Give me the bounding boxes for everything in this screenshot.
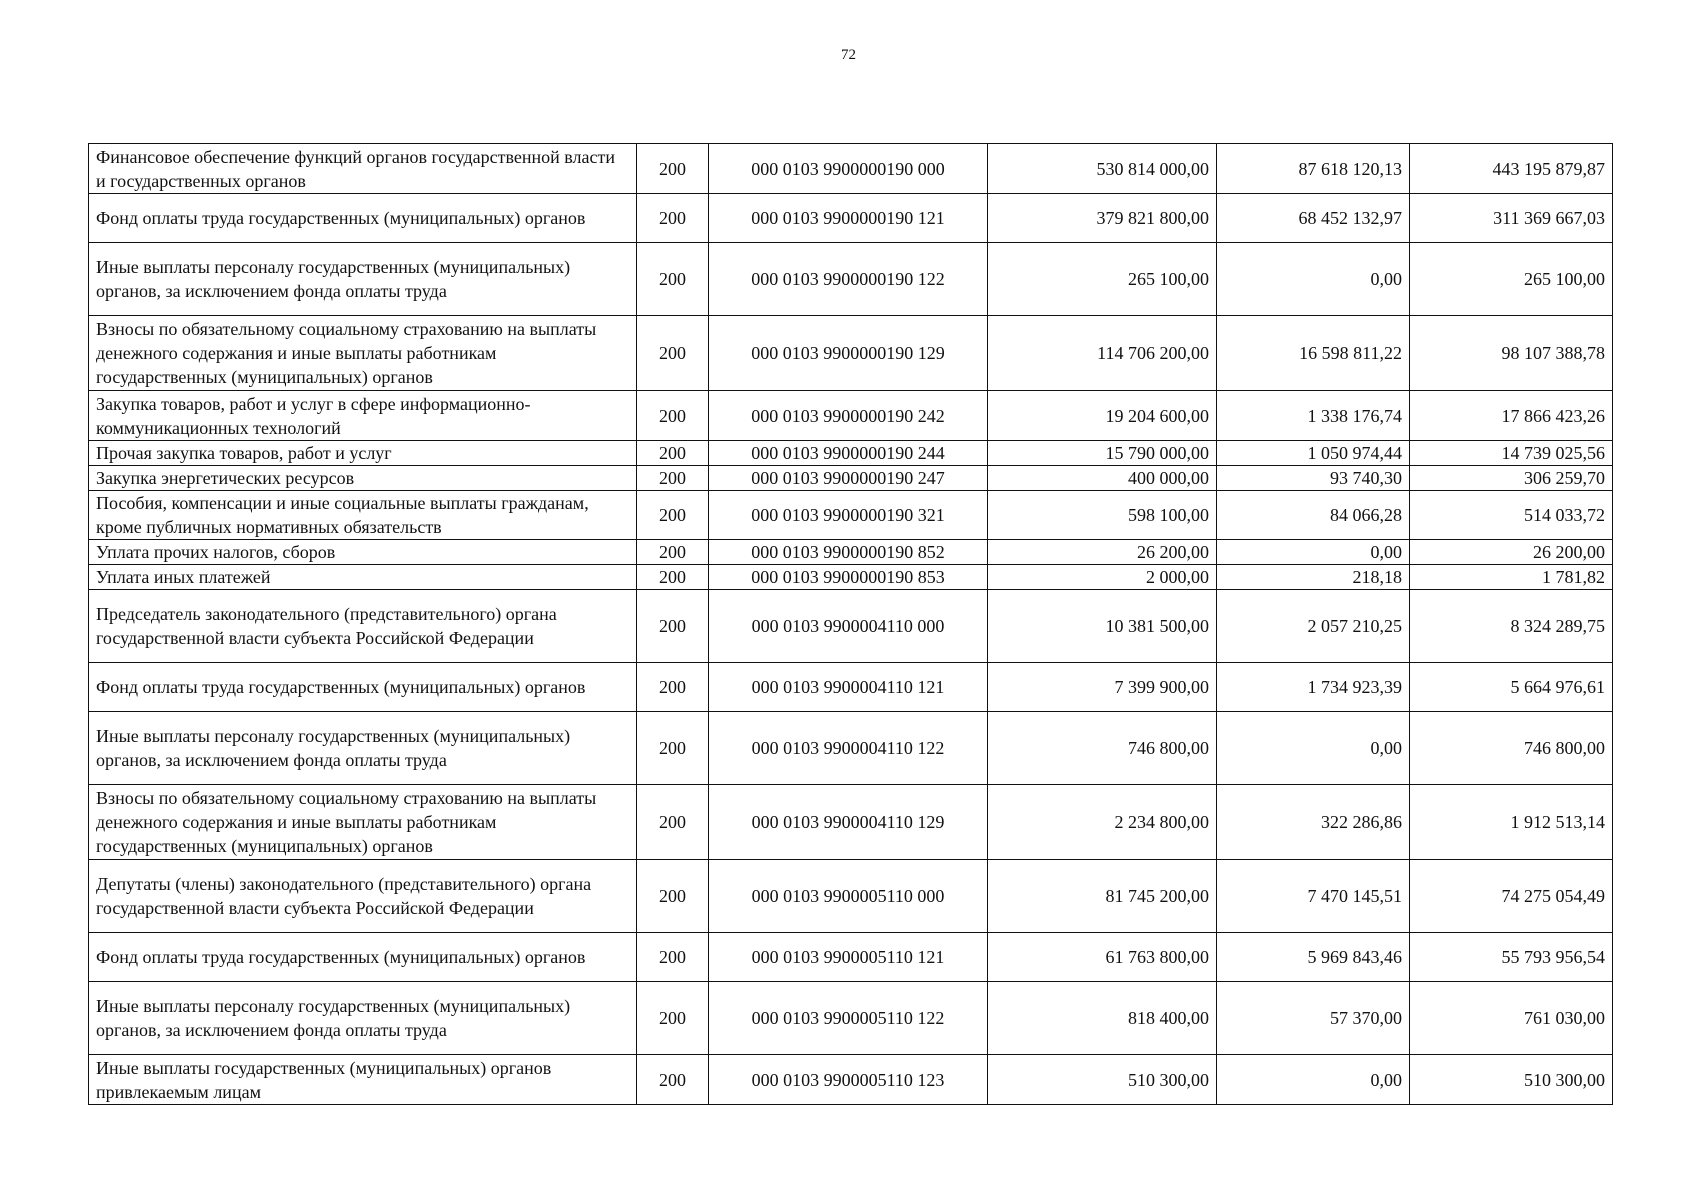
table-row (89, 933, 1613, 982)
executed-amount: 87 618 120,13 (1217, 144, 1410, 194)
approved-amount: 510 300,00 (988, 1055, 1217, 1105)
unexecuted-amount: 265 100,00 (1410, 243, 1613, 316)
executed-amount: 322 286,86 (1217, 785, 1410, 860)
table-row (89, 144, 1613, 194)
row-name: Иные выплаты государственных (муниципальных) органов привлекаемым лицам (89, 1055, 637, 1105)
row-name: Прочая закупка товаров, работ и услуг (89, 441, 637, 466)
approved-amount: 2 000,00 (988, 565, 1217, 590)
executed-amount: 7 470 145,51 (1217, 860, 1410, 933)
budget-classification-code: 000 0103 9900004110 129 (709, 785, 988, 860)
unexecuted-amount: 306 259,70 (1410, 466, 1613, 491)
budget-classification-code: 000 0103 9900000190 244 (709, 441, 988, 466)
line-code: 200 (637, 441, 709, 466)
row-name: Фонд оплаты труда государственных (муниципальных) органов (89, 933, 637, 982)
table-row (89, 785, 1613, 860)
row-name: Взносы по обязательному социальному страхованию на выплаты денежного содержания и иные выплаты работникам государственных (муниципальных) органов (89, 785, 637, 860)
table-row (89, 565, 1613, 590)
line-code: 200 (637, 1055, 709, 1105)
table-row (89, 663, 1613, 712)
row-name: Иные выплаты персоналу государственных (муниципальных) органов, за исключением фонда оплаты труда (89, 712, 637, 785)
table-row (89, 391, 1613, 441)
table-row (89, 1055, 1613, 1105)
unexecuted-amount: 311 369 667,03 (1410, 194, 1613, 243)
table-row (89, 860, 1613, 933)
approved-amount: 61 763 800,00 (988, 933, 1217, 982)
row-name: Пособия, компенсации и иные социальные выплаты гражданам, кроме публичных нормативных обязательств (89, 491, 637, 540)
budget-classification-code: 000 0103 9900000190 129 (709, 316, 988, 391)
budget-classification-code: 000 0103 9900004110 000 (709, 590, 988, 663)
line-code: 200 (637, 466, 709, 491)
approved-amount: 598 100,00 (988, 491, 1217, 540)
table-row (89, 982, 1613, 1055)
budget-classification-code: 000 0103 9900000190 121 (709, 194, 988, 243)
table-row (89, 243, 1613, 316)
budget-classification-code: 000 0103 9900000190 321 (709, 491, 988, 540)
executed-amount: 93 740,30 (1217, 466, 1410, 491)
row-name: Иные выплаты персоналу государственных (муниципальных) органов, за исключением фонда оплаты труда (89, 982, 637, 1055)
approved-amount: 10 381 500,00 (988, 590, 1217, 663)
row-name: Уплата иных платежей (89, 565, 637, 590)
budget-classification-code: 000 0103 9900005110 121 (709, 933, 988, 982)
budget-classification-code: 000 0103 9900000190 852 (709, 540, 988, 565)
line-code: 200 (637, 565, 709, 590)
line-code: 200 (637, 243, 709, 316)
executed-amount: 0,00 (1217, 540, 1410, 565)
row-name: Фонд оплаты труда государственных (муниципальных) органов (89, 663, 637, 712)
line-code: 200 (637, 316, 709, 391)
unexecuted-amount: 74 275 054,49 (1410, 860, 1613, 933)
unexecuted-amount: 8 324 289,75 (1410, 590, 1613, 663)
approved-amount: 81 745 200,00 (988, 860, 1217, 933)
approved-amount: 15 790 000,00 (988, 441, 1217, 466)
unexecuted-amount: 55 793 956,54 (1410, 933, 1613, 982)
table-row (89, 540, 1613, 565)
executed-amount: 5 969 843,46 (1217, 933, 1410, 982)
table-row (89, 194, 1613, 243)
row-name: Финансовое обеспечение функций органов государственной власти и государственных органов (89, 144, 637, 194)
budget-classification-code: 000 0103 9900005110 000 (709, 860, 988, 933)
executed-amount: 0,00 (1217, 1055, 1410, 1105)
executed-amount: 1 050 974,44 (1217, 441, 1410, 466)
executed-amount: 218,18 (1217, 565, 1410, 590)
approved-amount: 379 821 800,00 (988, 194, 1217, 243)
approved-amount: 400 000,00 (988, 466, 1217, 491)
unexecuted-amount: 510 300,00 (1410, 1055, 1613, 1105)
unexecuted-amount: 443 195 879,87 (1410, 144, 1613, 194)
budget-classification-code: 000 0103 9900004110 121 (709, 663, 988, 712)
approved-amount: 7 399 900,00 (988, 663, 1217, 712)
executed-amount: 0,00 (1217, 712, 1410, 785)
approved-amount: 26 200,00 (988, 540, 1217, 565)
approved-amount: 265 100,00 (988, 243, 1217, 316)
approved-amount: 530 814 000,00 (988, 144, 1217, 194)
line-code: 200 (637, 194, 709, 243)
row-name: Закупка товаров, работ и услуг в сфере информационно-коммуникационных технологий (89, 391, 637, 441)
budget-classification-code: 000 0103 9900000190 242 (709, 391, 988, 441)
row-name: Иные выплаты персоналу государственных (муниципальных) органов, за исключением фонда оплаты труда (89, 243, 637, 316)
budget-classification-code: 000 0103 9900000190 853 (709, 565, 988, 590)
line-code: 200 (637, 491, 709, 540)
table-row (89, 316, 1613, 391)
line-code: 200 (637, 933, 709, 982)
unexecuted-amount: 746 800,00 (1410, 712, 1613, 785)
executed-amount: 57 370,00 (1217, 982, 1410, 1055)
line-code: 200 (637, 540, 709, 565)
budget-classification-code: 000 0103 9900000190 247 (709, 466, 988, 491)
row-name: Закупка энергетических ресурсов (89, 466, 637, 491)
approved-amount: 2 234 800,00 (988, 785, 1217, 860)
line-code: 200 (637, 391, 709, 441)
unexecuted-amount: 98 107 388,78 (1410, 316, 1613, 391)
unexecuted-amount: 26 200,00 (1410, 540, 1613, 565)
budget-classification-code: 000 0103 9900000190 122 (709, 243, 988, 316)
unexecuted-amount: 761 030,00 (1410, 982, 1613, 1055)
line-code: 200 (637, 144, 709, 194)
executed-amount: 84 066,28 (1217, 491, 1410, 540)
approved-amount: 19 204 600,00 (988, 391, 1217, 441)
table-row (89, 590, 1613, 663)
unexecuted-amount: 14 739 025,56 (1410, 441, 1613, 466)
executed-amount: 16 598 811,22 (1217, 316, 1410, 391)
approved-amount: 746 800,00 (988, 712, 1217, 785)
line-code: 200 (637, 860, 709, 933)
executed-amount: 2 057 210,25 (1217, 590, 1410, 663)
executed-amount: 0,00 (1217, 243, 1410, 316)
table-row (89, 466, 1613, 491)
executed-amount: 68 452 132,97 (1217, 194, 1410, 243)
table-row (89, 441, 1613, 466)
row-name: Фонд оплаты труда государственных (муниципальных) органов (89, 194, 637, 243)
unexecuted-amount: 1 781,82 (1410, 565, 1613, 590)
row-name: Депутаты (члены) законодательного (представительного) органа государственной власти субъекта Российской Федерации (89, 860, 637, 933)
budget-classification-code: 000 0103 9900005110 122 (709, 982, 988, 1055)
unexecuted-amount: 514 033,72 (1410, 491, 1613, 540)
table-row (89, 491, 1613, 540)
unexecuted-amount: 1 912 513,14 (1410, 785, 1613, 860)
page-number: 72 (841, 47, 856, 63)
budget-classification-code: 000 0103 9900004110 122 (709, 712, 988, 785)
unexecuted-amount: 5 664 976,61 (1410, 663, 1613, 712)
row-name: Уплата прочих налогов, сборов (89, 540, 637, 565)
approved-amount: 114 706 200,00 (988, 316, 1217, 391)
row-name: Взносы по обязательному социальному страхованию на выплаты денежного содержания и иные выплаты работникам государственных (муниципальных) органов (89, 316, 637, 391)
line-code: 200 (637, 712, 709, 785)
budget-classification-code: 000 0103 9900005110 123 (709, 1055, 988, 1105)
budget-execution-table (88, 143, 1613, 1105)
line-code: 200 (637, 590, 709, 663)
line-code: 200 (637, 663, 709, 712)
budget-classification-code: 000 0103 9900000190 000 (709, 144, 988, 194)
unexecuted-amount: 17 866 423,26 (1410, 391, 1613, 441)
table-row (89, 712, 1613, 785)
line-code: 200 (637, 785, 709, 860)
approved-amount: 818 400,00 (988, 982, 1217, 1055)
executed-amount: 1 338 176,74 (1217, 391, 1410, 441)
line-code: 200 (637, 982, 709, 1055)
row-name: Председатель законодательного (представительного) органа государственной власти субъекта Российской Федерации (89, 590, 637, 663)
executed-amount: 1 734 923,39 (1217, 663, 1410, 712)
table-body (89, 144, 1613, 1105)
